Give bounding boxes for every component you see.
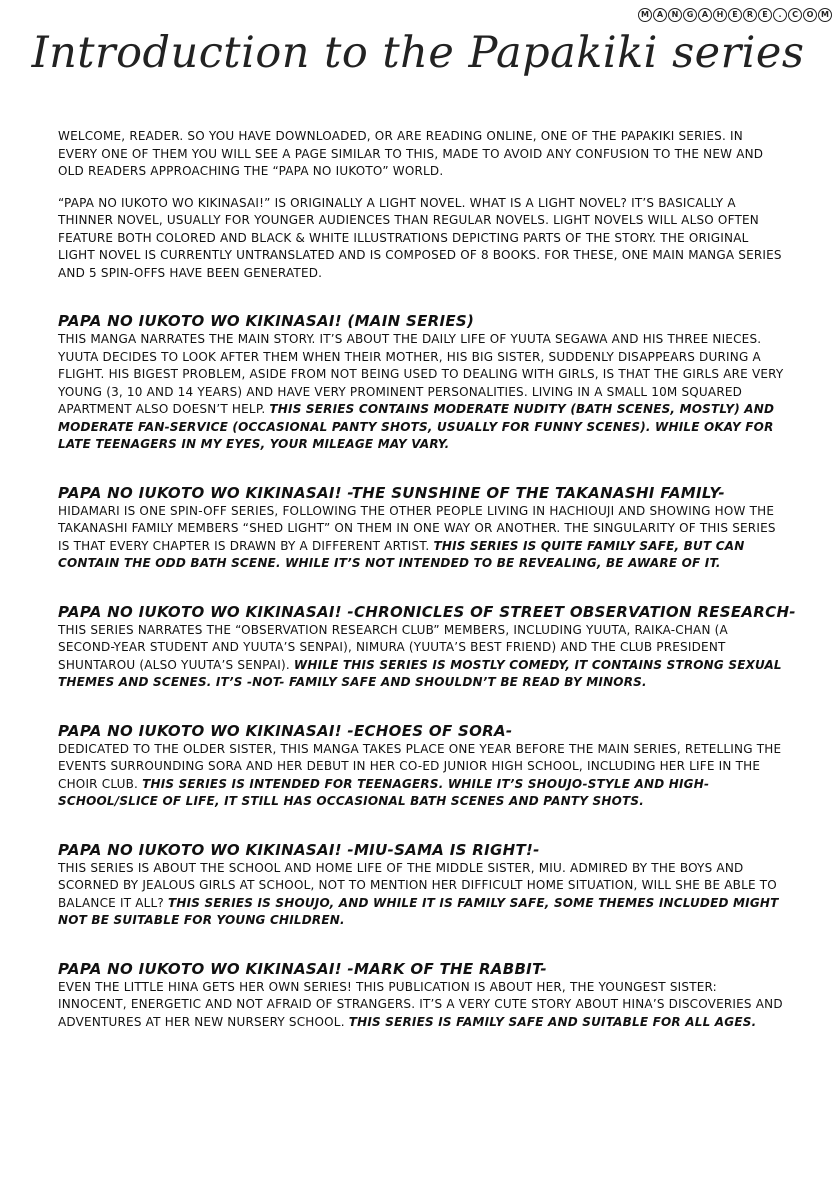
series-description: [58, 860, 784, 930]
series-body: DEDICATED TO THE OLDER SISTER, THIS MANGA TAKES PLACE ONE YEAR BEFORE THE MAIN SERIES, RETELLING THE EVENTS SURROUNDING SORA AND HER DEBUT IN HER CO-ED JUNIOR HIGH SCHOOL, INCLUDING HER LIFE IN THE CHOIR CLUB.: [58, 741, 782, 791]
series-body: THIS SERIES NARRATES THE “OBSERVATION RESEARCH CLUB” MEMBERS, INCLUDING YUUTA, RAIKA-CHAN (A SECOND-YEAR STUDENT AND YUUTA’S SENPAI), NIMURA (YUUTA’S BEST FRIEND) AND THE CLUB PRESIDENT SHUNTAROU (ALSO YUUTA’S SENPAI).: [58, 622, 728, 672]
series-section-sunshine: [58, 484, 784, 573]
series-description: [58, 503, 784, 573]
series-body: EVEN THE LITTLE HINA GETS HER OWN SERIES! THIS PUBLICATION IS ABOUT HER, THE YOUNGEST SISTER: INNOCENT, ENERGETIC AND NOT AFRAID OF STRANGERS. IT’S A VERY CUTE STORY ABOUT HINA’S DISCOVERIES AND ADVENTURES AT HER NEW NURSERY SCHOOL.: [58, 979, 783, 1029]
series-body: THIS MANGA NARRATES THE MAIN STORY. IT’S ABOUT THE DAILY LIFE OF YUUTA SEGAWA AND HIS THREE NIECES. YUUTA DECIDES TO LOOK AFTER THEM WHEN THEIR MOTHER, HIS BIG SISTER, SUDDENLY DISAPPEARS DURING A FLIGHT. HIS BIGEST PROBLEM, ASIDE FROM NOT BEING USED TO DEALING WITH GIRLS, IS THAT THE GIRLS ARE VERY YOUNG (3, 10 AND 14 YEARS) AND HAVE VERY PROMINENT PERSONALITIES. LIVING IN A SMALL 10M SQUARED APARTMENT ALSO DOESN’T HELP.: [58, 332, 784, 416]
watermark-letter: M: [638, 8, 652, 22]
series-heading: PAPA NO IUKOTO WO KIKINASAI! (MAIN SERIES): [58, 312, 475, 330]
watermark-letter: E: [728, 8, 742, 22]
content-warning: THIS SERIES IS FAMILY SAFE AND SUITABLE FOR ALL AGES.: [348, 1014, 757, 1029]
series-section-echoes: [58, 722, 784, 811]
series-description: [58, 979, 784, 1032]
series-section-rabbit: [58, 960, 784, 1032]
intro-paragraph-welcome: WELCOME, READER. SO YOU HAVE DOWNLOADED, OR ARE READING ONLINE, ONE OF THE PAPAKIKI SERIES. IN EVERY ONE OF THEM YOU WILL SEE A PAGE SIMILAR TO THIS, MADE TO AVOID ANY CONFUSION TO THE NEW AND OLD READERS APPROACHING THE “PAPA NO IUKOTO” WORLD.: [58, 129, 764, 178]
watermark-letter: R: [743, 8, 757, 22]
series-heading: PAPA NO IUKOTO WO KIKINASAI! -ECHOES OF SORA-: [58, 721, 513, 740]
content-warning: THIS SERIES CONTAINS MODERATE NUDITY (BATH SCENES, MOSTLY) AND MODERATE FAN-SERVICE (OCCASIONAL PANTY SHOTS, USUALLY FOR FUNNY SCENES). WHILE OKAY FOR LATE TEENAGERS IN MY EYES, YOUR MILEAGE MAY VARY.: [58, 402, 775, 451]
watermark-letter: M: [818, 8, 832, 22]
series-body: HIDAMARI IS ONE SPIN-OFF SERIES, FOLLOWING THE OTHER PEOPLE LIVING IN HACHIOUJI AND SHOWING HOW THE TAKANASHI FAMILY MEMBERS “SHED LIGHT” ON THEM IN ONE WAY OR ANOTHER. THE SINGULARITY OF THIS SERIES IS THAT EVERY CHAPTER IS DRAWN BY A DIFFERENT ARTIST.: [58, 503, 776, 553]
content-warning: THIS SERIES IS INTENDED FOR TEENAGERS. WHILE IT’S SHOUJO-STYLE AND HIGH-SCHOOL/SLICE OF LIFE, IT STILL HAS OCCASIONAL BATH SCENES AND PANTY SHOTS.: [58, 776, 710, 808]
intro-paragraph-light-novel: “PAPA NO IUKOTO WO KIKINASAI!” IS ORIGINALLY A LIGHT NOVEL. WHAT IS A LIGHT NOVEL? IT’S BASICALLY A THINNER NOVEL, USUALLY FOR YOUNGER AUDIENCES THAN REGULAR NOVELS. LIGHT NOVELS WILL ALSO OFTEN FEATURE BOTH COLORED AND BLACK & WHITE ILLUSTRATIONS DEPICTING PARTS OF THE STORY. THE ORIGINAL LIGHT NOVEL IS CURRENTLY UNTRANSLATED AND IS COMPOSED OF 8 BOOKS. FOR THESE, ONE MAIN MANGA SERIES AND 5 SPIN-OFFS HAVE BEEN GENERATED.: [58, 195, 782, 280]
series-body: THIS SERIES IS ABOUT THE SCHOOL AND HOME LIFE OF THE MIDDLE SISTER, MIU. ADMIRED BY THE BOYS AND SCORNED BY JEALOUS GIRLS AT SCHOOL, NOT TO MENTION HER DIFFICULT HOME SITUATION, WILL SHE BE ABLE TO BALANCE IT ALL?: [58, 860, 777, 910]
content-warning: WHILE THIS SERIES IS MOSTLY COMEDY, IT CONTAINS STRONG SEXUAL THEMES AND SCENES. IT’S -NOT- FAMILY SAFE AND SHOULDN’T BE READ BY MINORS.: [58, 657, 782, 689]
watermark-letter: C: [788, 8, 802, 22]
watermark-letter: A: [698, 8, 712, 22]
series-heading: PAPA NO IUKOTO WO KIKINASAI! -MARK OF THE RABBIT-: [58, 959, 547, 978]
watermark-letter: H: [713, 8, 727, 22]
watermark-letter: N: [668, 8, 682, 22]
series-description: [58, 622, 784, 692]
series-heading: PAPA NO IUKOTO WO KIKINASAI! -MIU-SAMA IS RIGHT!-: [58, 840, 540, 859]
series-section-main: [58, 312, 784, 454]
watermark-letter: E: [758, 8, 772, 22]
series-section-miu-sama: [58, 841, 784, 930]
watermark-letter: .: [773, 8, 787, 22]
watermark-letter: O: [803, 8, 817, 22]
content-warning: THIS SERIES IS SHOUJO, AND WHILE IT IS FAMILY SAFE, SOME THEMES INCLUDED MIGHT NOT BE SUITABLE FOR YOUNG CHILDREN.: [58, 895, 779, 927]
series-description: [58, 331, 784, 454]
page-title: Introduction to the Papakiki series: [31, 28, 805, 78]
content-warning: THIS SERIES IS QUITE FAMILY SAFE, BUT CAN CONTAIN THE ODD BATH SCENE. WHILE IT’S NOT INTENDED TO BE REVEALING, BE AWARE OF IT.: [58, 538, 745, 570]
series-heading: PAPA NO IUKOTO WO KIKINASAI! -CHRONICLES OF STREET OBSERVATION RESEARCH-: [58, 602, 796, 621]
watermark-letter: G: [683, 8, 697, 22]
main-content: [58, 128, 796, 1061]
site-watermark: [638, 8, 832, 22]
series-description: [58, 741, 784, 811]
series-heading: PAPA NO IUKOTO WO KIKINASAI! -THE SUNSHINE OF THE TAKANASHI FAMILY-: [58, 483, 725, 502]
watermark-letter: A: [653, 8, 667, 22]
series-section-chronicles: [58, 602, 796, 692]
